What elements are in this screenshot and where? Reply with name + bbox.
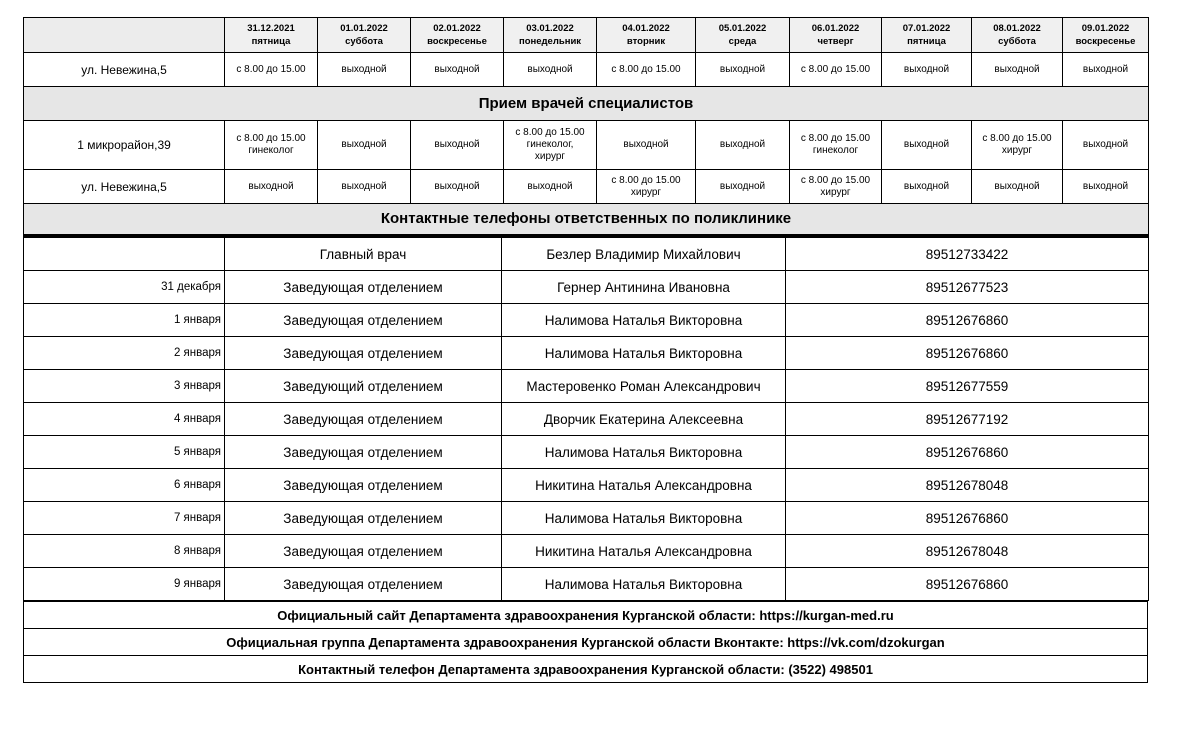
date-header-cell: [504, 18, 597, 53]
contact-date-cell: 2 января: [24, 337, 225, 370]
schedule-cell-text: выходной: [903, 139, 950, 150]
contact-role-cell: Заведующая отделением: [225, 436, 502, 469]
contact-role-cell: Главный врач: [225, 238, 502, 271]
schedule-cell: [318, 121, 411, 170]
schedule-cell: [790, 170, 882, 204]
schedule-cell: [225, 170, 318, 204]
contact-date-cell: 3 января: [24, 370, 225, 403]
contacts-section-row: [24, 204, 1149, 236]
header-date: 06.01.2022: [811, 23, 860, 34]
date-header-cell: [597, 18, 696, 53]
schedule-cell-text: выходной: [719, 139, 766, 150]
schedule-cell-text: с 8.00 до 15.00: [982, 133, 1052, 144]
footer-vk-text: Официальная группа Департамента здравоохранения Курганской области Вконтакте: https://vk.com/dzokurgan: [24, 629, 1148, 656]
date-header-cell: [696, 18, 790, 53]
schedule-cell-text: выходной: [1082, 180, 1129, 192]
contact-phone-cell: 89512677559: [786, 370, 1149, 403]
header-corner-cell: [24, 18, 225, 53]
contact-role-cell: Заведующая отделением: [225, 304, 502, 337]
contacts-table: [23, 237, 1149, 601]
schedule-cell: [1063, 170, 1149, 204]
schedule-cell-text: выходной: [1082, 139, 1129, 150]
contact-row: [24, 502, 1149, 535]
contact-name-cell: Налимова Наталья Викторовна: [502, 502, 786, 535]
header-weekday: воскресенье: [427, 36, 487, 47]
contact-phone-cell: 89512676860: [786, 436, 1149, 469]
schedule-cell: [1063, 121, 1149, 170]
schedule-cell: [696, 121, 790, 170]
footer-site-text: Официальный сайт Департамента здравоохранения Курганской области: https://kurgan-med.ru: [24, 602, 1148, 629]
contact-name-cell: Мастеровенко Роман Александрович: [502, 370, 786, 403]
address-cell: ул. Невежина,5: [24, 170, 225, 204]
schedule-cell-text: гинеколог: [812, 145, 859, 156]
schedule-cell-text: выходной: [434, 139, 480, 150]
schedule-cell-text: с 8.00 до 15.00: [800, 133, 871, 144]
header-date: 04.01.2022: [622, 23, 670, 34]
contact-row: [24, 403, 1149, 436]
schedule-cell: [504, 53, 597, 87]
contact-name-cell: Дворчик Екатерина Алексеевна: [502, 403, 786, 436]
schedule-cell: [1063, 53, 1149, 87]
contact-date-cell: 4 января: [24, 403, 225, 436]
contact-name-cell: Налимова Наталья Викторовна: [502, 436, 786, 469]
schedule-cell: [504, 121, 597, 170]
schedule-cell-text: выходной: [719, 63, 766, 75]
schedule-cell-text: с 8.00 до 15.00: [236, 133, 306, 144]
contact-name-cell: Налимова Наталья Викторовна: [502, 337, 786, 370]
schedule-cell: [318, 170, 411, 204]
header-date: 01.01.2022: [340, 23, 388, 34]
contact-phone-cell: 89512676860: [786, 568, 1149, 601]
header-date: 05.01.2022: [718, 23, 767, 34]
schedule-table: [23, 17, 1149, 237]
contact-phone-cell: 89512677192: [786, 403, 1149, 436]
schedule-cell-text: с 8.00 до 15.00: [800, 63, 871, 75]
schedule-cell: [790, 53, 882, 87]
contact-phone-cell: 89512676860: [786, 304, 1149, 337]
contact-row: [24, 469, 1149, 502]
header-weekday: среда: [728, 36, 757, 47]
schedule-cell: [225, 53, 318, 87]
schedule-cell: [411, 53, 504, 87]
schedule-cell: [225, 121, 318, 170]
contact-name-cell: Налимова Наталья Викторовна: [502, 568, 786, 601]
schedule-cell-text: выходной: [903, 63, 950, 75]
header-date: 02.01.2022: [433, 23, 481, 34]
address-cell: ул. Невежина,5: [24, 53, 225, 87]
footer-row: [24, 602, 1148, 629]
schedule-cell-text: хирург: [534, 151, 566, 162]
specialists-section-row: [24, 87, 1149, 121]
header-weekday: суббота: [345, 36, 383, 47]
header-weekday: суббота: [998, 36, 1036, 47]
header-weekday: пятница: [251, 36, 291, 47]
header-weekday: четверг: [817, 36, 854, 47]
date-header-cell: [225, 18, 318, 53]
contact-row: [24, 271, 1149, 304]
specialist-row: [24, 170, 1149, 204]
contact-row: [24, 238, 1149, 271]
contact-date-cell: 5 января: [24, 436, 225, 469]
date-header-cell: [790, 18, 882, 53]
schedule-cell-text: выходной: [434, 63, 480, 75]
date-header-cell: [882, 18, 972, 53]
date-header-cell: [411, 18, 504, 53]
schedule-cell: [972, 121, 1063, 170]
schedule-cell-text: с 8.00 до 15.00: [611, 174, 681, 186]
schedule-cell-text: с 8.00 до 15.00: [515, 127, 585, 138]
schedule-cell-text: с 8.00 до 15.00: [611, 63, 681, 75]
contact-row: [24, 304, 1149, 337]
schedule-cell-text: хирург: [820, 186, 851, 198]
schedule-cell: [882, 121, 972, 170]
schedule-cell-text: выходной: [341, 63, 387, 75]
contact-role-cell: Заведующая отделением: [225, 337, 502, 370]
schedule-cell: [597, 53, 696, 87]
schedule-cell: [411, 170, 504, 204]
schedule-cell: [972, 170, 1063, 204]
document-sheet: [23, 17, 1148, 683]
schedule-cell-text: выходной: [719, 180, 766, 192]
header-weekday: понедельник: [518, 36, 582, 47]
schedule-cell: [696, 53, 790, 87]
footer-row: [24, 656, 1148, 683]
contact-role-cell: Заведующая отделением: [225, 535, 502, 568]
contact-row: [24, 436, 1149, 469]
contact-role-cell: Заведующая отделением: [225, 271, 502, 304]
header-weekday: вторник: [626, 36, 666, 47]
schedule-cell-text: выходной: [903, 180, 950, 192]
header-weekday: пятница: [907, 36, 946, 47]
specialist-row: [24, 121, 1149, 170]
contact-date-cell: 9 января: [24, 568, 225, 601]
address-cell: 1 микрорайон,39: [24, 121, 225, 170]
contact-role-cell: Заведующая отделением: [225, 469, 502, 502]
schedule-cell-text: выходной: [527, 63, 573, 75]
contact-phone-cell: 89512677523: [786, 271, 1149, 304]
contact-name-cell: Безлер Владимир Михайлович: [502, 238, 786, 271]
specialists-section-title: Прием врачей специалистов: [24, 87, 1149, 121]
contact-role-cell: Заведующая отделением: [225, 403, 502, 436]
schedule-cell-text: гинеколог: [248, 145, 294, 156]
footer-table: [23, 601, 1148, 683]
schedule-cell-text: с 8.00 до 15.00: [800, 174, 871, 186]
schedule-header-row: [24, 18, 1149, 53]
contact-date-cell: 6 января: [24, 469, 225, 502]
contact-phone-cell: 89512676860: [786, 337, 1149, 370]
date-header-cell: [1063, 18, 1149, 53]
schedule-cell-text: выходной: [527, 180, 573, 192]
date-header-cell: [972, 18, 1063, 53]
header-date: 31.12.2021: [247, 23, 295, 34]
schedule-cell-text: выходной: [994, 63, 1040, 75]
contact-role-cell: Заведующий отделением: [225, 370, 502, 403]
header-date: 03.01.2022: [526, 23, 574, 34]
schedule-cell-text: с 8.00 до 15.00: [236, 63, 306, 75]
schedule-cell: [597, 170, 696, 204]
contact-date-cell: 1 января: [24, 304, 225, 337]
schedule-cell-text: выходной: [434, 180, 480, 192]
schedule-cell-text: выходной: [341, 139, 387, 150]
header-weekday: воскресенье: [1075, 36, 1136, 47]
contact-phone-cell: 89512676860: [786, 502, 1149, 535]
contact-phone-cell: 89512678048: [786, 469, 1149, 502]
contact-date-cell: 8 января: [24, 535, 225, 568]
schedule-cell: [882, 53, 972, 87]
schedule-cell-text: выходной: [623, 139, 669, 150]
footer-phone-text: Контактный телефон Департамента здравоохранения Курганской области: (3522) 498501: [24, 656, 1148, 683]
schedule-cell: [504, 170, 597, 204]
schedule-cell-text: хирург: [630, 186, 662, 198]
header-date: 08.01.2022: [993, 23, 1041, 34]
schedule-cell-text: выходной: [341, 180, 387, 192]
contacts-section-title: Контактные телефоны ответственных по поликлинике: [24, 204, 1149, 236]
header-date: 09.01.2022: [1081, 23, 1130, 34]
schedule-cell-text: гинеколог,: [526, 139, 574, 150]
date-header-cell: [318, 18, 411, 53]
schedule-cell-text: выходной: [994, 180, 1040, 192]
contact-date-cell: 7 января: [24, 502, 225, 535]
contact-name-cell: Гернер Антинина Ивановна: [502, 271, 786, 304]
schedule-cell: [790, 121, 882, 170]
contact-row: [24, 337, 1149, 370]
contact-row: [24, 568, 1149, 601]
contact-phone-cell: 89512678048: [786, 535, 1149, 568]
contact-name-cell: Никитина Наталья Александровна: [502, 469, 786, 502]
schedule-cell-text: выходной: [1082, 63, 1129, 75]
contact-row: [24, 535, 1149, 568]
schedule-cell: [318, 53, 411, 87]
schedule-cell: [972, 53, 1063, 87]
contact-role-cell: Заведующая отделением: [225, 568, 502, 601]
schedule-cell: [597, 121, 696, 170]
contact-role-cell: Заведующая отделением: [225, 502, 502, 535]
contact-name-cell: Налимова Наталья Викторовна: [502, 304, 786, 337]
contact-date-cell: 31 декабря: [24, 271, 225, 304]
schedule-cell: [882, 170, 972, 204]
schedule-cell-text: выходной: [248, 180, 294, 192]
contact-date-cell: [24, 238, 225, 271]
general-schedule-row: [24, 53, 1149, 87]
footer-row: [24, 629, 1148, 656]
contact-phone-cell: 89512733422: [786, 238, 1149, 271]
schedule-cell: [696, 170, 790, 204]
schedule-cell: [411, 121, 504, 170]
schedule-cell-text: хирург: [1001, 145, 1033, 156]
header-date: 07.01.2022: [902, 23, 951, 34]
contact-row: [24, 370, 1149, 403]
contact-name-cell: Никитина Наталья Александровна: [502, 535, 786, 568]
